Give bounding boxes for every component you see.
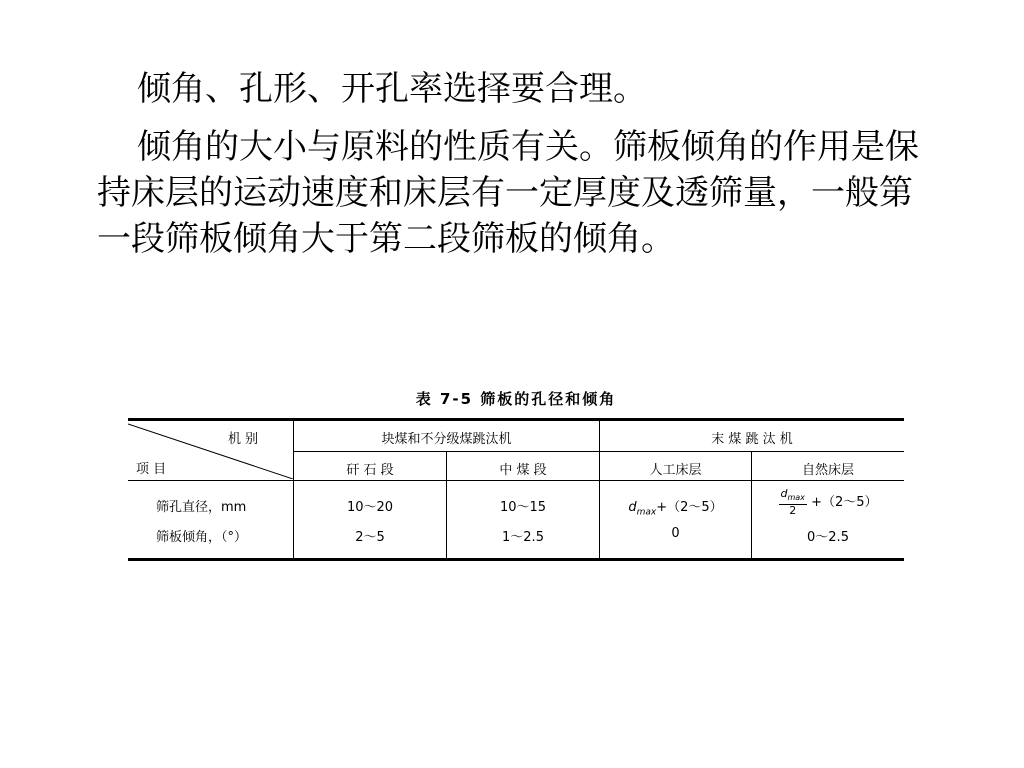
- row-label-aperture: 筛孔直径，mm: [156, 500, 247, 515]
- subheader-middling: 中 煤 段: [499, 463, 547, 478]
- table-header-rule: [128, 480, 904, 481]
- corner-top-label: 机 别: [228, 432, 259, 447]
- frac-rest: +（2～5）: [811, 495, 878, 511]
- dmax-half-fraction: [779, 488, 807, 517]
- dmax-var: d: [628, 500, 637, 515]
- frac-num-sub: max: [787, 493, 805, 503]
- frac-num-var: d: [780, 487, 788, 500]
- subheader-artificial-bed: 人工床层: [649, 463, 702, 478]
- paragraph-1: 倾角、孔形、开孔率选择要合理。: [137, 69, 647, 109]
- subheader-natural-bed: 自然床层: [801, 463, 854, 478]
- frac-den: 2: [789, 504, 797, 518]
- dmax-rest: +（2～5）: [656, 500, 723, 515]
- group-header-lump: 块煤和不分级煤跳汰机: [381, 432, 512, 447]
- cell-aperture-artificial: [600, 496, 751, 518]
- cell-incl-artificial: 0: [671, 526, 680, 541]
- paragraph-2: 倾角的大小与原料的性质有关。筛板倾角的作用是保持床层的运动速度和床层有一定厚度及透筛量，一般第一段筛板倾角大于第二段筛板的倾角。: [97, 127, 919, 259]
- cell-aperture-middling: 10～15: [499, 500, 547, 515]
- subheader-gangue: 矸 石 段: [346, 463, 394, 478]
- cell-aperture-natural: [752, 488, 904, 517]
- corner-bottom-label: 项 目: [136, 462, 167, 477]
- table-caption: 表 7-5 筛板的孔径和倾角: [415, 390, 617, 408]
- dmax-sub: max: [636, 507, 657, 518]
- table-bottom-rule: [128, 558, 904, 561]
- group-header-rule: [293, 451, 904, 452]
- group-header-fine: 末 煤 跳 汰 机: [711, 432, 793, 447]
- row-label-inclination: 筛板倾角，（°）: [156, 530, 248, 545]
- cell-incl-natural: 0～2.5: [807, 530, 849, 545]
- sieve-table: [128, 418, 904, 562]
- cell-incl-gangue: 2～5: [355, 530, 385, 545]
- cell-aperture-gangue: 10～20: [346, 500, 394, 515]
- table-top-rule: [128, 418, 904, 421]
- cell-incl-middling: 1～2.5: [502, 530, 544, 545]
